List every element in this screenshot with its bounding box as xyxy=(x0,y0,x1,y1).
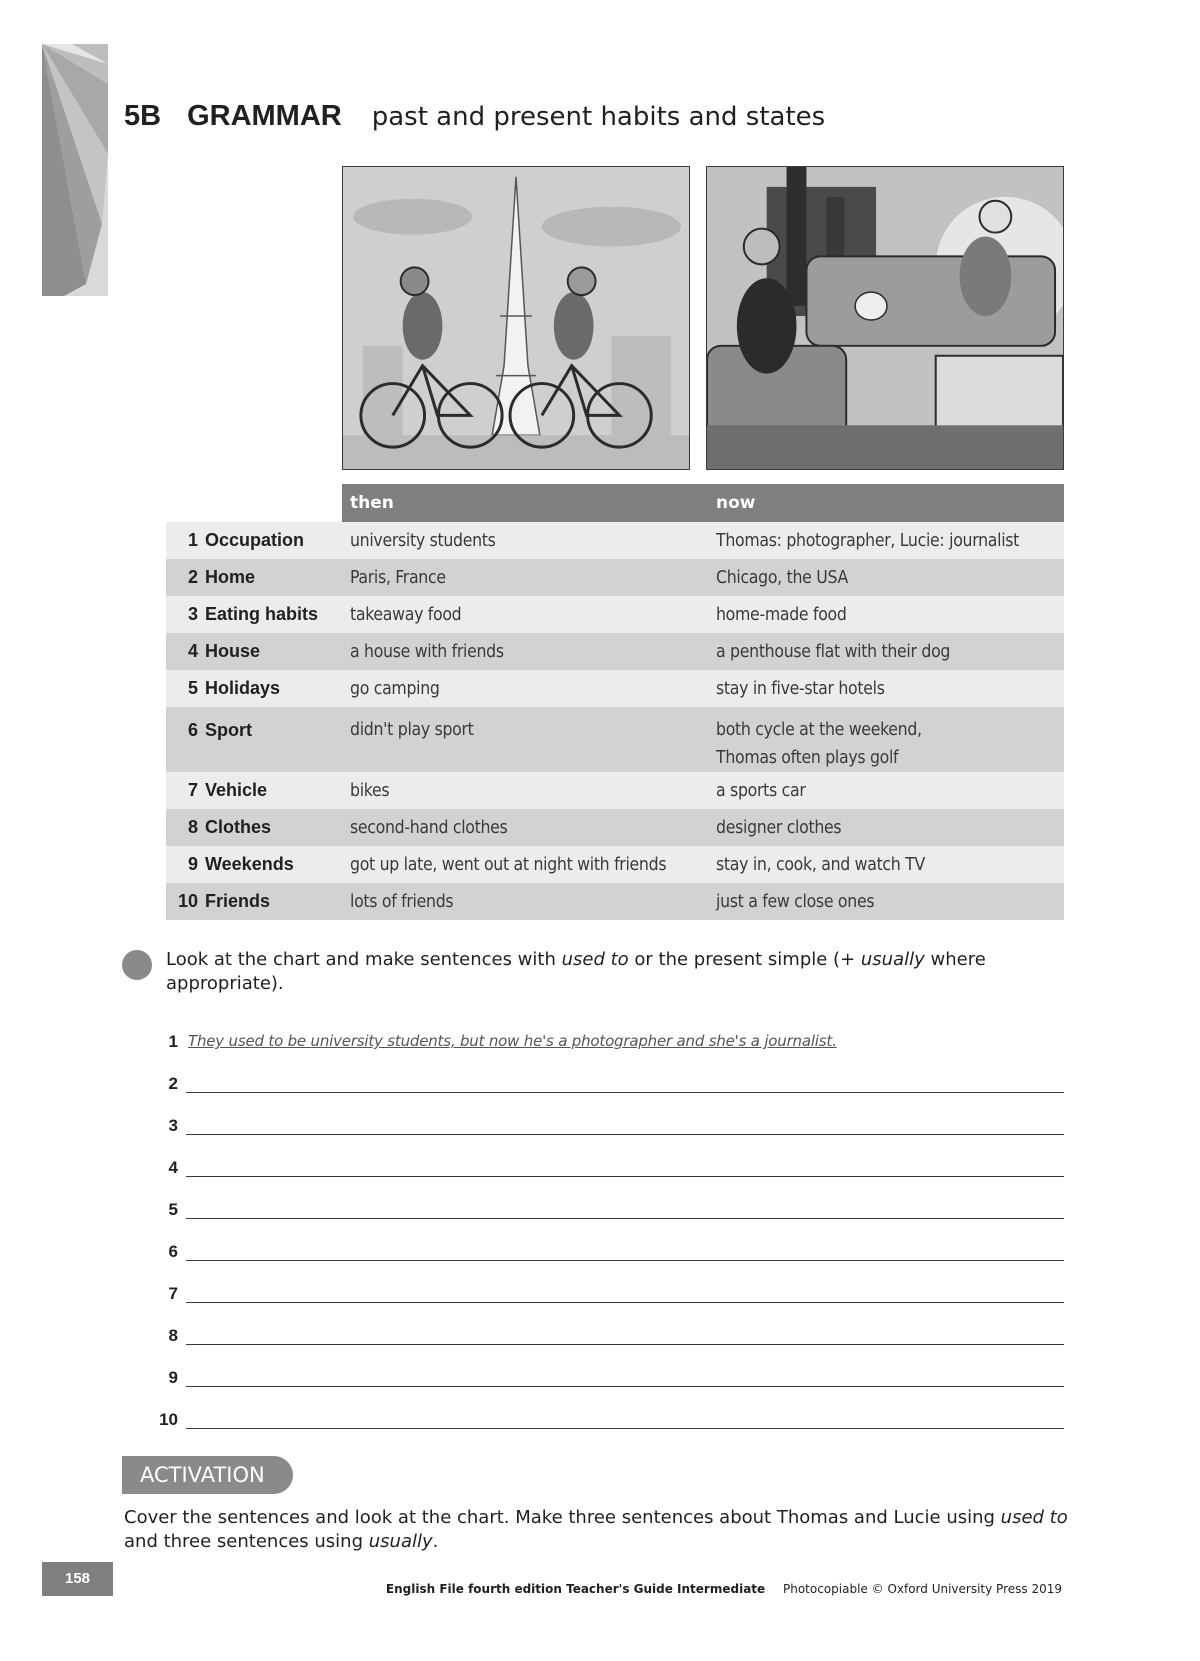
answer-line-3[interactable] xyxy=(150,1098,1064,1140)
answer-line-8[interactable] xyxy=(150,1308,1064,1350)
table-row xyxy=(166,670,1064,707)
row-then: go camping xyxy=(342,670,708,707)
answer-line-5[interactable] xyxy=(150,1182,1064,1224)
row-now: stay in five-star hotels xyxy=(708,670,1064,707)
answer-number: 6 xyxy=(168,1242,178,1261)
answer-line-9[interactable] xyxy=(150,1350,1064,1392)
activation-badge: ACTIVATION xyxy=(122,1456,293,1494)
answer-line-4[interactable] xyxy=(150,1140,1064,1182)
answer-number: 2 xyxy=(168,1074,178,1093)
answer-line-10[interactable] xyxy=(150,1392,1064,1434)
then-now-chart xyxy=(166,484,1064,920)
writing-line[interactable] xyxy=(186,1302,1064,1303)
row-category: 8 Clothes xyxy=(166,809,342,846)
answer-number: 1 xyxy=(168,1032,178,1051)
row-now: a penthouse flat with their dog xyxy=(708,633,1064,670)
row-now: designer clothes xyxy=(708,809,1064,846)
row-then: lots of friends xyxy=(342,883,708,920)
activation-text: Cover the sentences and look at the chart. Make three sentences about Thomas and Lucie using used to and three sentences using usually. xyxy=(124,1507,1068,1552)
page-footer xyxy=(386,1582,1062,1596)
corner-fan-decoration xyxy=(42,44,108,296)
table-row xyxy=(166,559,1064,596)
table-row xyxy=(166,596,1064,633)
table-row xyxy=(166,772,1064,809)
illustration-now xyxy=(706,166,1064,470)
page-number: 158 xyxy=(42,1562,113,1596)
exercise-instruction xyxy=(122,948,1072,996)
row-then: didn't play sport xyxy=(342,707,708,772)
answer-number: 10 xyxy=(159,1410,178,1429)
writing-line[interactable] xyxy=(186,1092,1064,1093)
row-now: Thomas: photographer, Lucie: journalist xyxy=(708,522,1064,559)
example-answer: They used to be university students, but now he's a photographer and she's a journalist. xyxy=(188,1032,837,1050)
cyclists-paris-illustration xyxy=(343,167,689,469)
writing-line[interactable] xyxy=(186,1344,1064,1345)
table-row xyxy=(166,633,1064,670)
writing-line[interactable] xyxy=(186,1176,1064,1177)
section-label: GRAMMAR xyxy=(187,100,342,132)
row-now: Chicago, the USA xyxy=(708,559,1064,596)
copyright-notice: Photocopiable © Oxford University Press 2019 xyxy=(783,1582,1062,1596)
chart-header-then: then xyxy=(342,484,708,522)
book-title: English File fourth edition Teacher's Guide Intermediate xyxy=(385,1582,766,1596)
answer-number: 8 xyxy=(168,1326,178,1345)
unit-code: 5B xyxy=(124,100,162,132)
writing-line[interactable] xyxy=(186,1134,1064,1135)
row-then: second-hand clothes xyxy=(342,809,708,846)
table-row xyxy=(166,522,1064,559)
writing-line[interactable] xyxy=(186,1386,1064,1387)
row-category: 1 Occupation xyxy=(166,522,342,559)
chart-header-now: now xyxy=(708,484,1064,522)
row-now: a sports car xyxy=(708,772,1064,809)
answer-number: 5 xyxy=(168,1200,178,1219)
table-row xyxy=(166,883,1064,920)
row-category: 9 Weekends xyxy=(166,846,342,883)
row-now: both cycle at the weekend, Thomas often plays golf xyxy=(708,707,1064,772)
illustration-then xyxy=(342,166,690,470)
answer-line-1 xyxy=(150,1014,1064,1056)
exercise-bullet-icon xyxy=(122,950,152,980)
answer-line-2[interactable] xyxy=(150,1056,1064,1098)
row-now: home-made food xyxy=(708,596,1064,633)
answer-number: 7 xyxy=(168,1284,178,1303)
writing-line[interactable] xyxy=(186,1218,1064,1219)
answer-number: 4 xyxy=(168,1158,178,1177)
row-category: 7 Vehicle xyxy=(166,772,342,809)
writing-line[interactable] xyxy=(186,1428,1064,1429)
row-category: 3 Eating habits xyxy=(166,596,342,633)
row-then: Paris, France xyxy=(342,559,708,596)
row-then: got up late, went out at night with friends xyxy=(342,846,708,883)
chart-header-blank xyxy=(166,484,342,522)
answer-line-6[interactable] xyxy=(150,1224,1064,1266)
row-now: stay in, cook, and watch TV xyxy=(708,846,1064,883)
answer-line-7[interactable] xyxy=(150,1266,1064,1308)
row-then: bikes xyxy=(342,772,708,809)
chart-header-row xyxy=(166,484,1064,522)
row-category: 6 Sport xyxy=(166,707,342,772)
row-then: a house with friends xyxy=(342,633,708,670)
answer-lines xyxy=(150,1014,1064,1434)
row-category: 4 House xyxy=(166,633,342,670)
answer-number: 9 xyxy=(168,1368,178,1387)
writing-line[interactable] xyxy=(186,1260,1064,1261)
page-header xyxy=(124,100,825,144)
row-then: university students xyxy=(342,522,708,559)
row-now: just a few close ones xyxy=(708,883,1064,920)
instruction-text: Look at the chart and make sentences with used to or the present simple (+ usually where appropriate). xyxy=(166,949,986,994)
row-category: 5 Holidays xyxy=(166,670,342,707)
table-row xyxy=(166,809,1064,846)
row-category: 2 Home xyxy=(166,559,342,596)
row-category: 10 Friends xyxy=(166,883,342,920)
section-topic: past and present habits and states xyxy=(371,102,826,132)
couple-penthouse-illustration xyxy=(707,167,1063,469)
table-row xyxy=(166,707,1064,772)
answer-number: 3 xyxy=(168,1116,178,1135)
row-then: takeaway food xyxy=(342,596,708,633)
table-row xyxy=(166,846,1064,883)
